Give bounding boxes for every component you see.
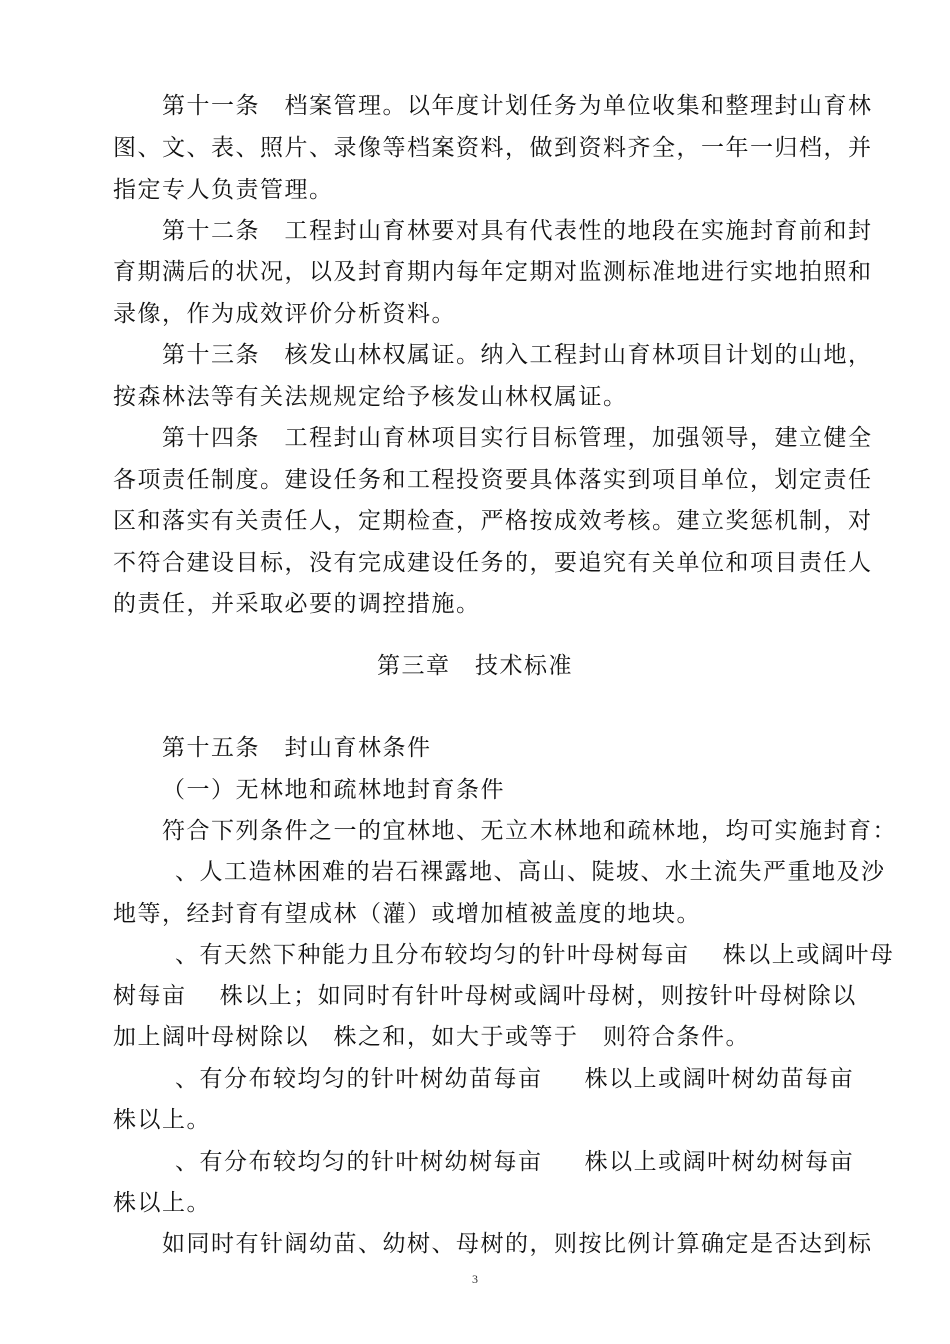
section-line: 树每亩 株以上；如同时有针叶母树或阔叶母树，则按针叶母树除以 [113,983,857,1009]
paragraph-line: 的责任，并采取必要的调控措施。 [113,591,481,617]
paragraph-line: 指定专人负责管理。 [113,177,334,203]
section-line: 株以上。 [113,1190,211,1216]
section-line: 、有天然下种能力且分布较均匀的针叶母树每亩 株以上或阔叶母 [175,942,895,968]
section-line: 株以上。 [113,1107,211,1133]
section-line: （一）无林地和疏林地封育条件 [162,777,505,803]
chapter-heading: 第三章 技术标准 [377,653,573,679]
section-line: 加上阔叶母树除以 株之和，如大于或等于 则符合条件。 [113,1024,750,1050]
paragraph-line: 录像，作为成效评价分析资料。 [113,301,456,327]
paragraph-line: 不符合建设目标，没有完成建设任务的，要追究有关单位和项目责任人 [113,550,873,576]
page-number: 3 [472,1272,478,1286]
section-line: 如同时有针阔幼苗、幼树、母树的，则按比例计算确定是否达到标 [162,1231,873,1257]
paragraph-line: 第十二条 工程封山育林要对具有代表性的地段在实施封育前和封 [162,218,873,244]
section-line: 、有分布较均匀的针叶树幼苗每亩 株以上或阔叶树幼苗每亩 [175,1066,855,1092]
section-line: 地等，经封育有望成林（灌）或增加植被盖度的地块。 [113,901,701,927]
paragraph-line: 区和落实有关责任人，定期检查，严格按成效考核。建立奖惩机制，对 [113,508,873,534]
section-line: 第十五条 封山育林条件 [162,735,432,761]
section-line: 、有分布较均匀的针叶树幼树每亩 株以上或阔叶树幼树每亩 [175,1149,855,1175]
paragraph-line: 图、文、表、照片、录像等档案资料，做到资料齐全，一年一归档，并 [113,135,873,161]
section-line: 符合下列条件之一的宜林地、无立木林地和疏林地，均可实施封育： [162,818,897,844]
section-line: 、人工造林困难的岩石裸露地、高山、陡坡、水土流失严重地及沙 [175,859,886,885]
paragraph-line: 各项责任制度。建设任务和工程投资要具体落实到项目单位，划定责任 [113,467,873,493]
paragraph-line: 第十四条 工程封山育林项目实行目标管理，加强领导，建立健全 [162,425,873,451]
paragraph-line: 按森林法等有关法规规定给予核发山林权属证。 [113,384,628,410]
paragraph-line: 第十三条 核发山林权属证。纳入工程封山育林项目计划的山地， [162,342,873,368]
paragraph-line: 第十一条 档案管理。以年度计划任务为单位收集和整理封山育林 [162,93,873,119]
paragraph-line: 育期满后的状况，以及封育期内每年定期对监测标准地进行实地拍照和 [113,259,873,285]
